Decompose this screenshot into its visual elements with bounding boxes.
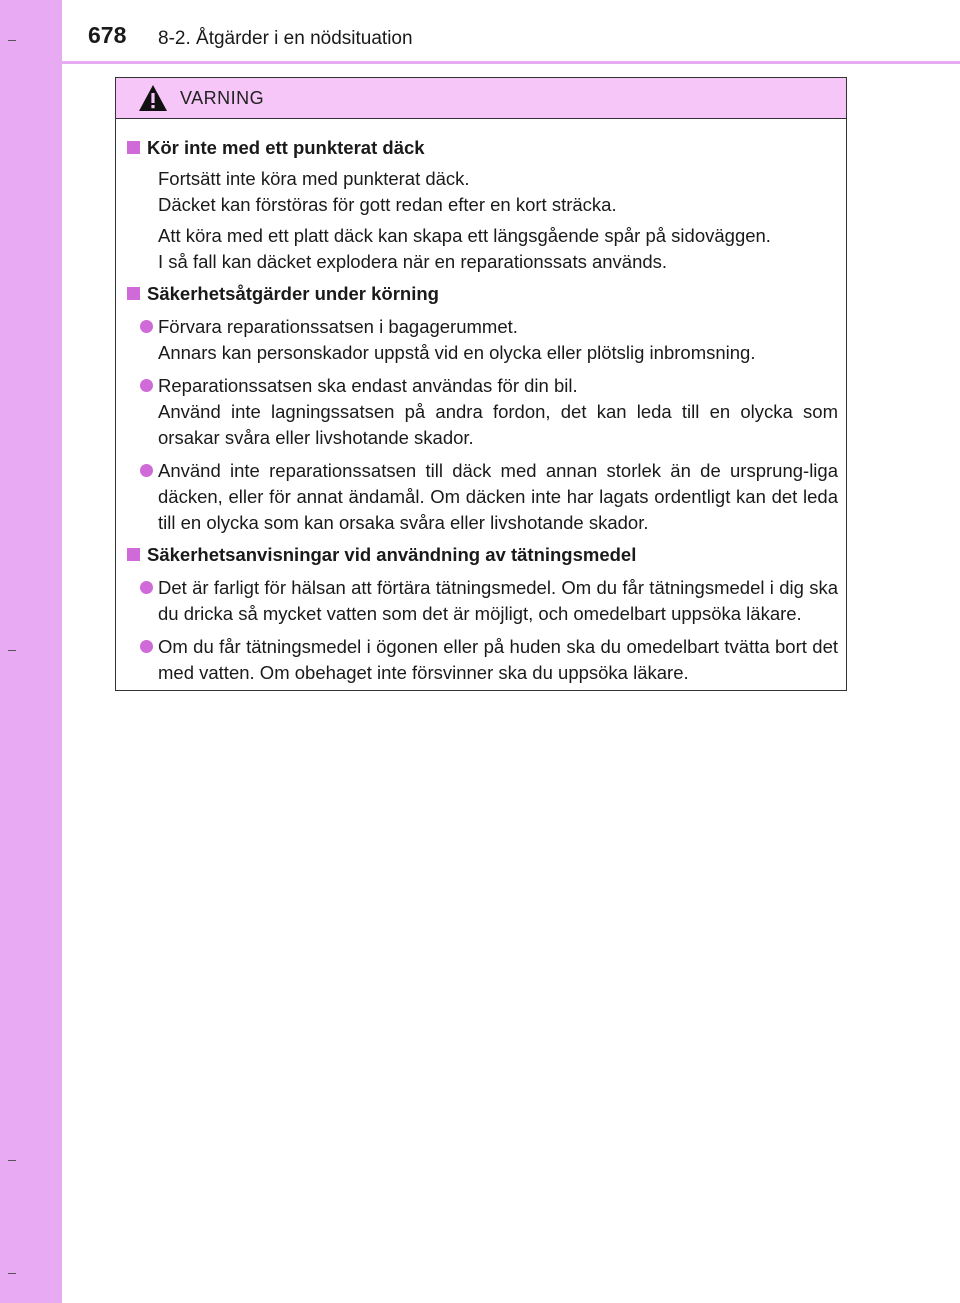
header-divider — [62, 61, 960, 64]
circle-bullet-icon — [140, 464, 153, 477]
page-number: 678 — [88, 22, 127, 48]
circle-bullet-icon — [140, 320, 153, 333]
section-heading: Säkerhetsanvisningar vid användning av tätningsmedel — [126, 542, 838, 568]
square-bullet-icon — [127, 548, 140, 561]
circle-bullet-icon — [140, 581, 153, 594]
warning-box — [115, 77, 847, 691]
paragraph: Fortsätt inte köra med punkterat däck. Däcket kan förstöras för gott redan efter en kort sträcka. — [158, 168, 617, 215]
crop-mark — [8, 1273, 16, 1274]
crop-mark — [8, 40, 16, 41]
square-bullet-icon — [127, 141, 140, 154]
circle-bullet-icon — [140, 379, 153, 392]
warning-triangle-icon — [138, 84, 168, 112]
warning-label: VARNING — [180, 87, 265, 108]
list-item: Förvara reparationssatsen i bagagerummet. Annars kan personskador uppstå vid en olycka eller plötslig inbromsning. — [126, 314, 838, 366]
warning-content — [116, 119, 846, 686]
section-title: 8-2. Åtgärder i en nödsituation — [158, 28, 413, 49]
list-item: Det är farligt för hälsan att förtära tätningsmedel. Om du får tätningsmedel i dig ska du dricka så mycket vatten som det är möjligt, och omedelbart uppsöka läkare. — [126, 575, 838, 627]
crop-mark — [8, 650, 16, 651]
crop-mark — [8, 1160, 16, 1161]
square-bullet-icon — [127, 287, 140, 300]
page-side-tab — [0, 0, 62, 1303]
section-heading: Kör inte med ett punkterat däck — [126, 135, 838, 161]
paragraph: Att köra med ett platt däck kan skapa ett längsgående spår på sidoväggen. I så fall kan däcket explodera när en reparationssats används. — [158, 225, 771, 272]
list-item: Reparationssatsen ska endast användas för din bil. Använd inte lagningssatsen på andra fordon, det kan leda till en olycka som orsakar svåra eller livshotande skador. — [126, 373, 838, 451]
warning-header — [116, 78, 846, 119]
circle-bullet-icon — [140, 640, 153, 653]
section-heading: Säkerhetsåtgärder under körning — [126, 281, 838, 307]
list-item: Använd inte reparationssatsen till däck med annan storlek än de ursprung-liga däcken, eller för annat ändamål. Om däcken inte har lagats ordentligt kan det leda till en olycka som kan orsaka svåra eller livshotande skador. — [126, 458, 838, 536]
list-item: Om du får tätningsmedel i ögonen eller på huden ska du omedelbart tvätta bort det med vatten. Om obehaget inte försvinner ska du uppsöka läkare. — [126, 634, 838, 686]
